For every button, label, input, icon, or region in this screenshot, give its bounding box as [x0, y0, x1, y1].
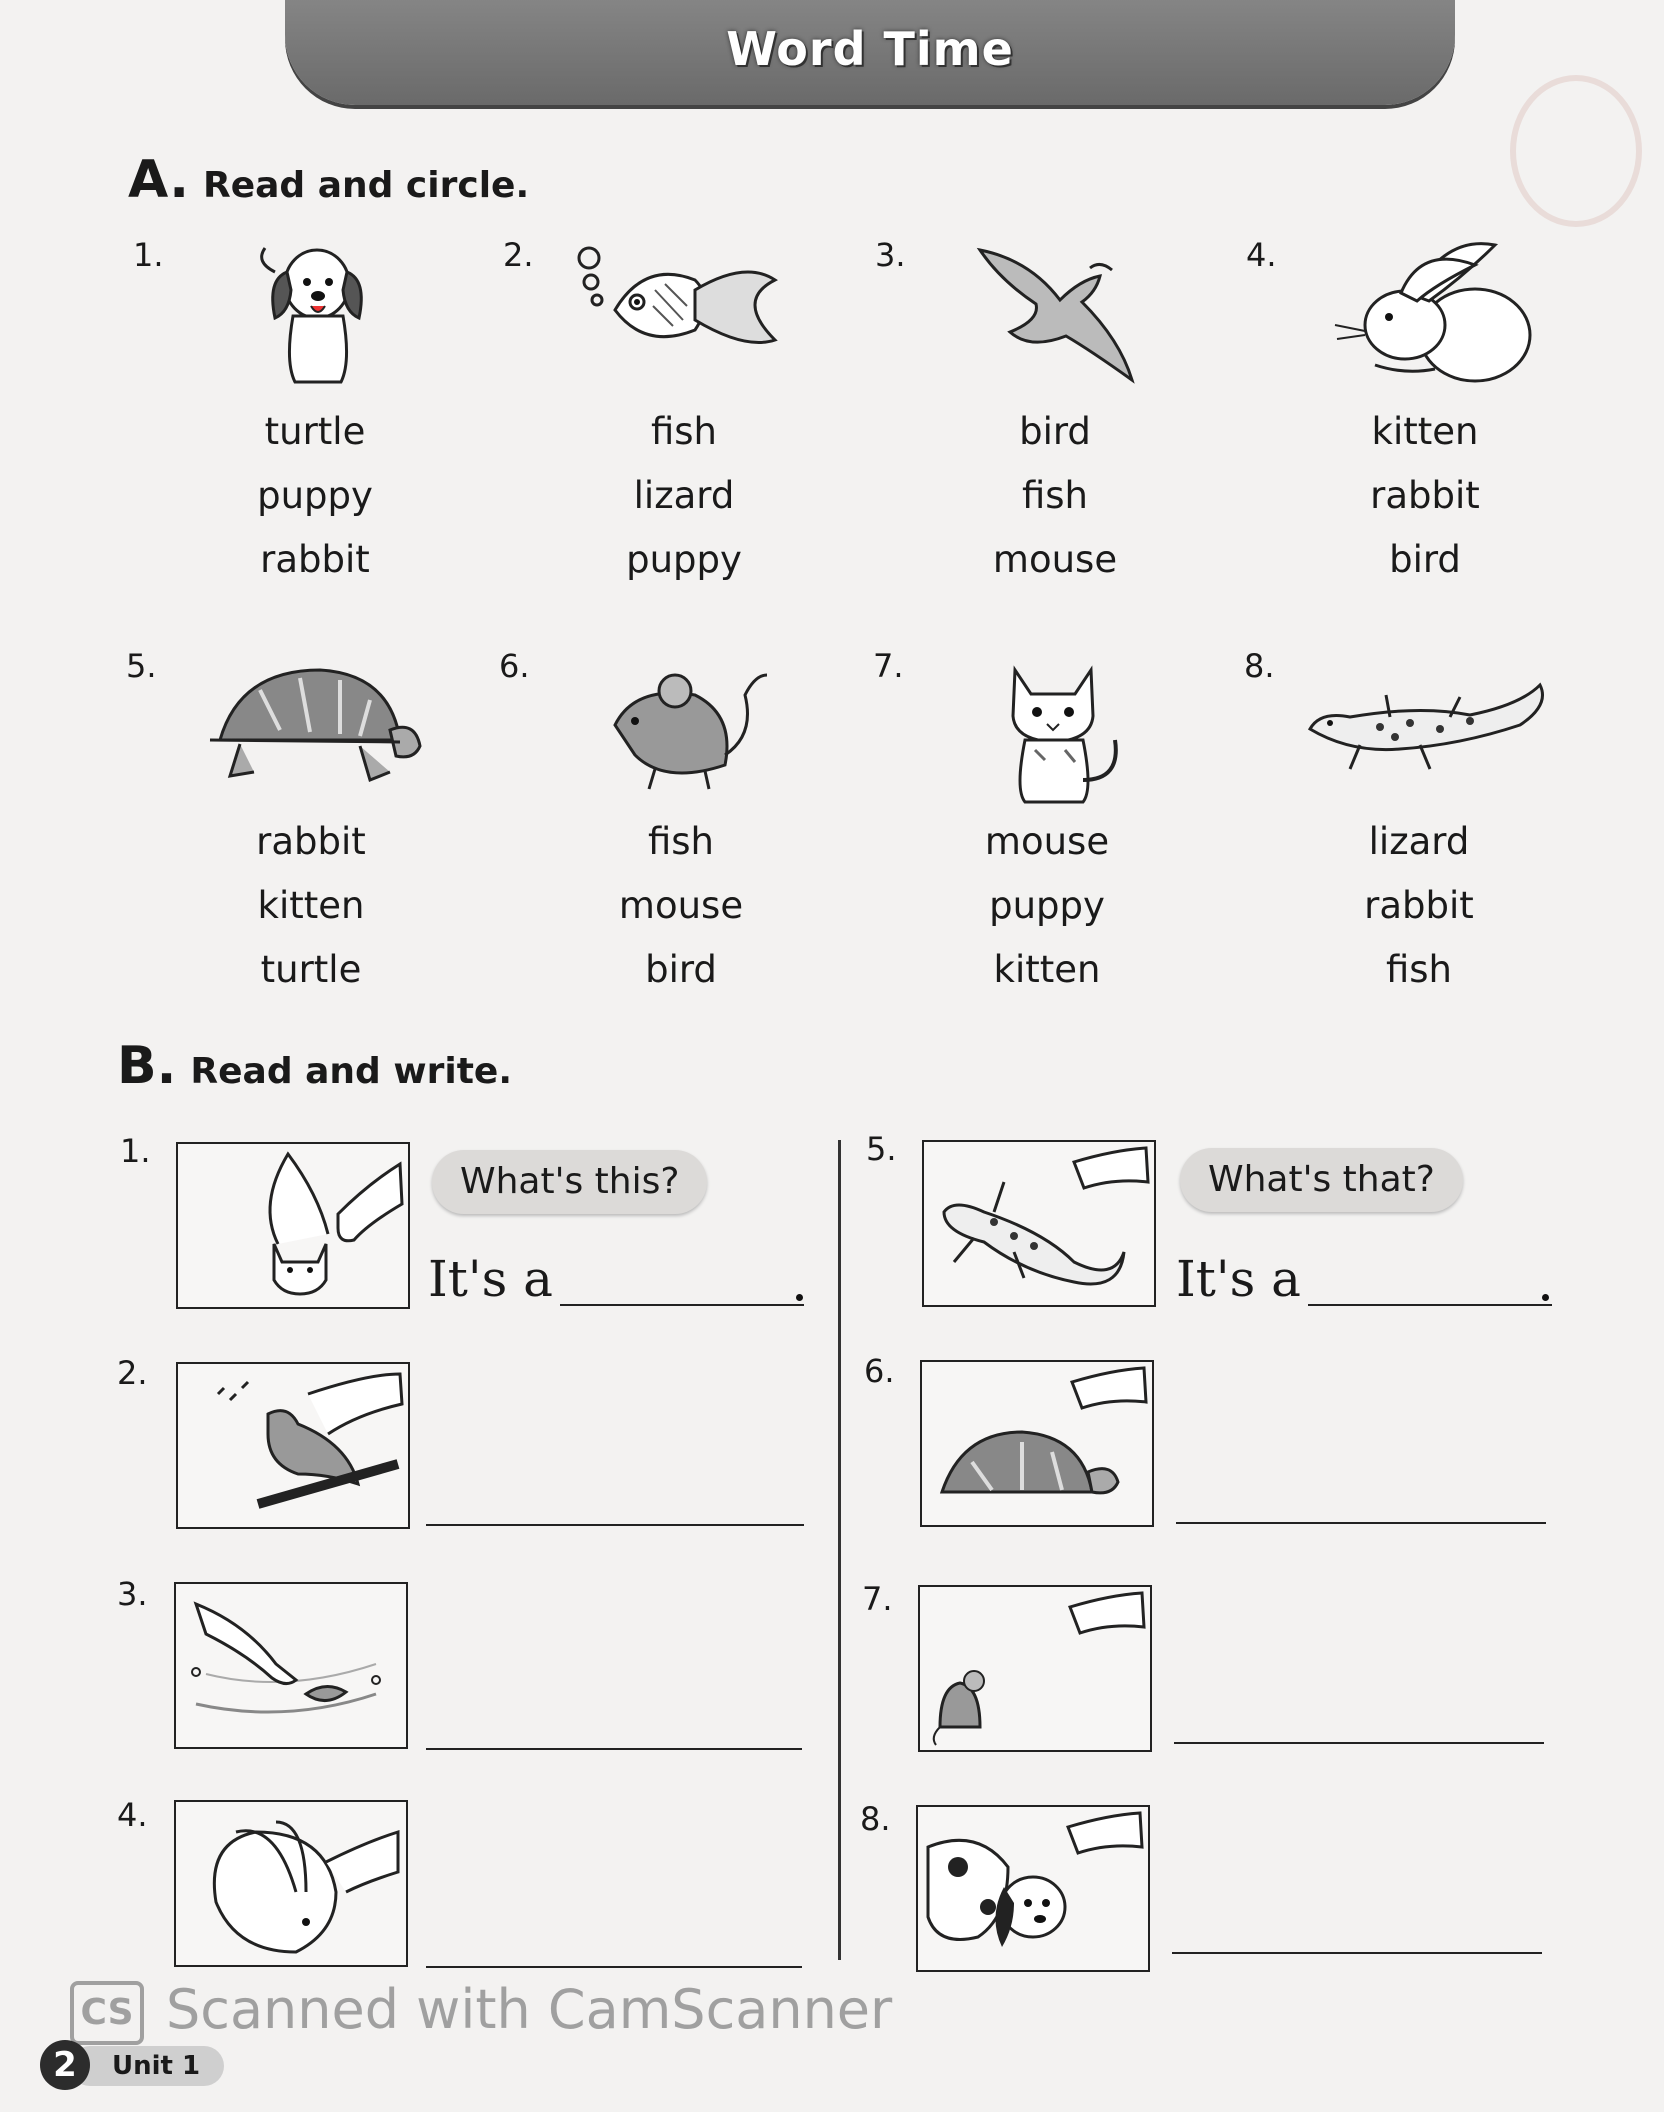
answer-line[interactable] [560, 1304, 804, 1306]
puppy-icon [918, 1807, 1148, 1970]
a-option-word[interactable]: mouse [618, 884, 744, 927]
answer-line[interactable] [1174, 1742, 1544, 1744]
a-item-number: 4. [1246, 236, 1277, 274]
kitten-icon [995, 650, 1130, 810]
a-option-word[interactable]: rabbit [1370, 474, 1480, 517]
page-number: 2 [40, 2040, 90, 2090]
a-item-number: 7. [873, 647, 904, 685]
answer-line[interactable] [1176, 1522, 1546, 1524]
bird-icon [970, 240, 1150, 390]
answer-line[interactable] [426, 1748, 802, 1750]
show-through-circle [1510, 75, 1642, 227]
header-banner [285, 0, 1455, 105]
lizard-icon [924, 1142, 1154, 1305]
section-a-heading [128, 150, 529, 210]
unit-label: Unit 1 [70, 2046, 224, 2086]
a-option-word[interactable]: puppy [626, 538, 742, 581]
a-option-word[interactable]: kitten [1371, 410, 1479, 453]
b-picture-box [174, 1800, 408, 1967]
question-bubble: What's this? [432, 1150, 707, 1214]
a-option-word[interactable]: bird [1019, 410, 1091, 453]
section-a-letter: A. [128, 150, 189, 210]
section-b-heading [117, 1036, 512, 1096]
section-b-instruction: Read and write. [190, 1051, 512, 1092]
b-picture-box [922, 1140, 1156, 1307]
b-item-number: 3. [117, 1575, 148, 1613]
a-option-word[interactable]: lizard [633, 474, 735, 517]
a-option-word[interactable]: turtle [260, 948, 362, 991]
a-option-word[interactable]: lizard [1368, 820, 1470, 863]
a-option-word[interactable]: mouse [984, 820, 1110, 863]
answer-period [796, 1294, 803, 1301]
a-item-number: 8. [1244, 647, 1275, 685]
question-bubble: What's that? [1180, 1148, 1463, 1212]
a-option-word[interactable]: kitten [257, 884, 365, 927]
a-item-number: 1. [133, 236, 164, 274]
a-option-word[interactable]: turtle [264, 410, 366, 453]
b-picture-box [918, 1585, 1152, 1752]
b-picture-box [174, 1582, 408, 1749]
b-picture-box [916, 1805, 1150, 1972]
b-picture-box [176, 1362, 410, 1529]
b-item-number: 1. [120, 1132, 151, 1170]
b-item-number: 4. [117, 1796, 148, 1834]
answer-line[interactable] [1172, 1952, 1542, 1954]
a-option-word[interactable]: fish [650, 410, 718, 453]
a-option-word[interactable]: bird [1389, 538, 1461, 581]
b-item-number: 2. [117, 1354, 148, 1392]
answer-prompt: It's a [1176, 1250, 1301, 1308]
a-option-word[interactable]: kitten [993, 948, 1101, 991]
kitten-icon [178, 1144, 408, 1307]
rabbit-icon [1325, 235, 1535, 390]
a-option-word[interactable]: rabbit [260, 538, 370, 581]
a-option-word[interactable]: fish [647, 820, 715, 863]
puppy-icon [245, 232, 385, 392]
section-b-letter: B. [117, 1036, 177, 1096]
camscanner-logo: CS [70, 1981, 144, 2045]
watermark-text: Scanned with CamScanner [166, 1978, 893, 2041]
answer-period [1542, 1294, 1549, 1301]
b-item-number: 7. [862, 1580, 893, 1618]
mouse-icon [920, 1587, 1150, 1750]
section-a-instruction: Read and circle. [202, 165, 530, 206]
turtle-icon [200, 660, 425, 790]
rabbit-icon [176, 1802, 406, 1965]
a-item-number: 5. [126, 647, 157, 685]
bird-icon [178, 1364, 408, 1527]
a-option-word[interactable]: rabbit [1364, 884, 1474, 927]
column-divider [838, 1140, 841, 1960]
camscanner-watermark [70, 1978, 892, 2045]
page-title: Word Time [726, 22, 1014, 76]
b-item-number: 6. [864, 1352, 895, 1390]
turtle-icon [922, 1362, 1152, 1525]
fish-icon [176, 1584, 406, 1747]
answer-prompt: It's a [428, 1250, 553, 1308]
a-option-word[interactable]: fish [1385, 948, 1453, 991]
b-item-number: 8. [860, 1800, 891, 1838]
mouse-icon [605, 665, 775, 805]
b-picture-box [920, 1360, 1154, 1527]
a-option-word[interactable]: rabbit [256, 820, 366, 863]
answer-line[interactable] [1308, 1304, 1552, 1306]
a-item-number: 2. [503, 236, 534, 274]
a-option-word[interactable]: bird [645, 948, 717, 991]
fish-icon [575, 240, 795, 380]
a-option-word[interactable]: puppy [257, 474, 373, 517]
lizard-icon [1300, 665, 1555, 785]
b-item-number: 5. [866, 1130, 897, 1168]
a-item-number: 3. [875, 236, 906, 274]
a-option-word[interactable]: puppy [989, 884, 1105, 927]
a-item-number: 6. [499, 647, 530, 685]
a-option-word[interactable]: fish [1021, 474, 1089, 517]
a-option-word[interactable]: mouse [992, 538, 1118, 581]
answer-line[interactable] [426, 1524, 804, 1526]
answer-line[interactable] [426, 1966, 802, 1968]
b-picture-box [176, 1142, 410, 1309]
